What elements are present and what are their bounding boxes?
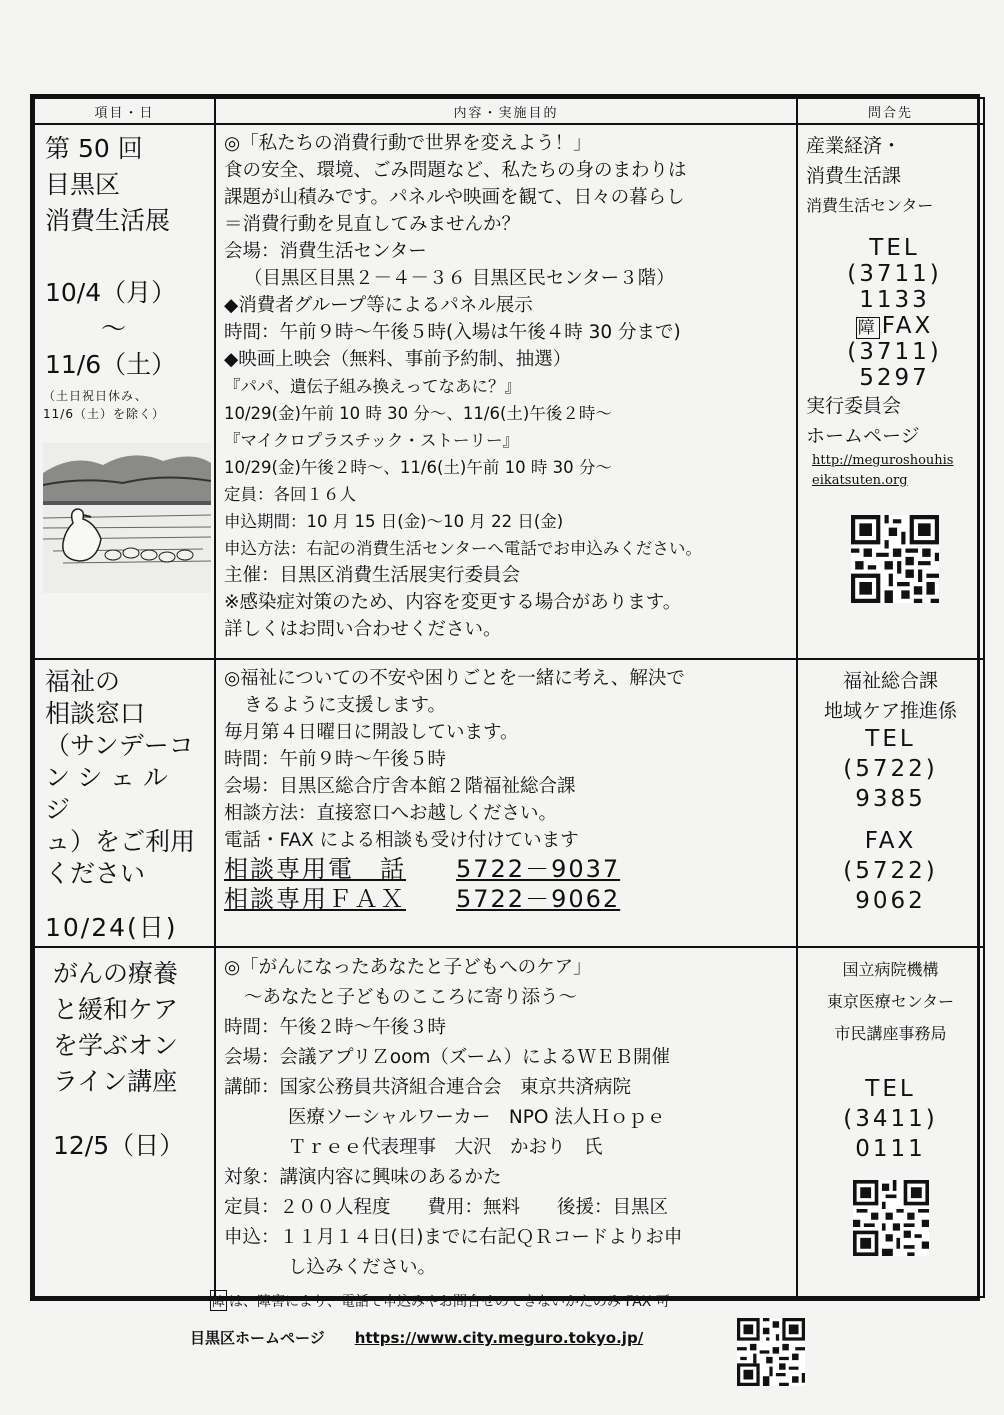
title-line: 相談窓口 xyxy=(45,699,146,728)
table-row xyxy=(34,947,984,1297)
contact-dept: 市民講座事務局 xyxy=(834,1024,947,1043)
date-separator: ～ xyxy=(101,314,127,343)
title-line: と緩和ケア xyxy=(53,995,179,1024)
header-contact: 問合先 xyxy=(797,98,984,124)
table-row xyxy=(34,659,984,947)
barrier-mark: 障 xyxy=(857,318,878,338)
content-line: 電話・FAX による相談も受け付けています xyxy=(224,830,579,851)
content-line: 会場：消費生活センター xyxy=(224,241,427,262)
content-line: 医療ソーシャルワーカー NPO 法人Ｈｏｐｅ xyxy=(288,1107,666,1128)
consult-phone-number: 5722－9037 xyxy=(456,855,621,883)
tel-number: 1133 xyxy=(859,287,930,313)
consult-fax-label: 相談専用ＦＡＸ xyxy=(224,885,406,913)
item-cell xyxy=(34,659,215,947)
table-row xyxy=(34,124,984,659)
content-line: ※感染症対策のため、内容を変更する場合があります。 xyxy=(224,592,682,613)
content-line: 食の安全、環境、ごみ問題など、私たちの身のまわりは xyxy=(224,160,687,181)
content-line: ◎「がんになったあなたと子どもへのケア」 xyxy=(224,957,592,978)
tel-number: 0111 xyxy=(855,1136,926,1162)
content-line: 時間：午後２時～午後３時 xyxy=(224,1017,447,1038)
contact-dept: 産業経済・ xyxy=(806,135,902,157)
contact-dept: 国立病院機構 xyxy=(842,960,939,979)
title-line: 消費生活展 xyxy=(45,206,171,235)
tel-label: TEL xyxy=(865,1076,916,1102)
contact-phone-block xyxy=(806,235,983,391)
title-line: ください xyxy=(45,859,146,888)
event-content xyxy=(216,660,796,914)
event-date: 12/5（日） xyxy=(53,1131,185,1160)
content-line: 定員：２００人程度 費用：無料 後援：目黒区 xyxy=(224,1197,669,1218)
content-line: きるように支援します。 xyxy=(244,695,447,716)
event-title xyxy=(35,660,214,890)
note-line: （土日祝日休み、 xyxy=(43,389,148,403)
content-line: 申込期間：10 月 15 日(金)～10 月 22 日(金) xyxy=(224,512,564,531)
barrier-mark: 障 xyxy=(210,1290,227,1311)
tel-area-code: (5722) xyxy=(843,756,938,782)
content-line: し込みください。 xyxy=(288,1257,437,1278)
contact-dept: 消費生活センター xyxy=(806,196,934,215)
qr-code-icon[interactable] xyxy=(737,1318,805,1386)
homepage-label: 実行委員会 xyxy=(806,395,902,417)
item-cell xyxy=(34,947,215,1297)
content-line: 講師：国家公務員共済組合連合会 東京共済病院 xyxy=(224,1077,632,1098)
content-line: （目黒区目黒２－４－３６ 目黒区民センター３階） xyxy=(244,268,675,289)
contact-info xyxy=(798,660,983,914)
contact-dept: 地域ケア推進係 xyxy=(823,700,957,722)
table-header-row xyxy=(34,98,984,124)
content-line: 時間：午前９時～午後５時 xyxy=(224,749,447,770)
fax-area-code: (3711) xyxy=(847,339,942,365)
homepage-url[interactable]: eikatsuten.org xyxy=(812,473,908,488)
tel-number: 9385 xyxy=(855,786,926,812)
content-line: ＝消費行動を見直してみませんか？ xyxy=(224,214,521,235)
content-cell xyxy=(215,659,797,947)
barrier-footnote xyxy=(210,1290,670,1311)
fax-area-code: (5722) xyxy=(843,858,938,884)
fax-label: FAX xyxy=(881,313,934,339)
contact-dept: 福祉総合課 xyxy=(842,670,938,692)
contact-dept: 消費生活課 xyxy=(806,165,902,187)
title-line: ンシェルジ xyxy=(45,763,176,824)
homepage-label: 目黒区ホームページ xyxy=(190,1329,325,1347)
event-date: 10/24(日) xyxy=(45,913,178,942)
header-content: 内容・実施目的 xyxy=(215,98,797,124)
content-line: ～あなたと子どものこころに寄り添う～ xyxy=(244,987,578,1008)
content-line: 毎月第４日曜日に開設しています。 xyxy=(224,722,519,743)
note-line: 11/6（土）を除く） xyxy=(43,407,165,421)
title-line: を学ぶオン xyxy=(53,1031,179,1060)
content-cell xyxy=(215,947,797,1297)
content-line: 『パパ、遺伝子組み換えってなあに？』 xyxy=(224,377,521,396)
qr-code-icon[interactable] xyxy=(851,515,939,603)
title-line: ライン講座 xyxy=(53,1067,178,1096)
homepage-link[interactable]: https://www.city.meguro.tokyo.jp/ xyxy=(354,1329,644,1347)
consult-phone-line xyxy=(224,854,790,884)
content-line: 時間：午前９時～午後５時(入場は午後４時 30 分まで) xyxy=(224,322,681,343)
content-line: 相談方法：直接窓口へお越しください。 xyxy=(224,803,558,824)
item-cell xyxy=(34,124,215,659)
content-line: ◆消費者グループ等によるパネル展示 xyxy=(224,295,533,316)
contact-cell xyxy=(797,124,984,659)
tel-area-code: (3411) xyxy=(843,1106,938,1132)
qr-code-icon[interactable] xyxy=(853,1180,929,1256)
content-line: ◎福祉についての不安や困りごとを一緒に考え、解決で xyxy=(224,668,685,689)
content-line: 詳しくはお問い合わせください。 xyxy=(224,619,502,640)
content-cell xyxy=(215,124,797,659)
contact-cell xyxy=(797,659,984,947)
event-content xyxy=(216,125,796,643)
event-date xyxy=(35,275,214,383)
content-line: 定員：各回１６人 xyxy=(224,485,356,504)
fax-label: FAX xyxy=(864,828,917,854)
contact-dept: 東京医療センター xyxy=(826,992,955,1011)
contact-info xyxy=(798,125,983,603)
content-line: 対象：講演内容に興味のあるかた xyxy=(224,1167,502,1188)
title-line: 目黒区 xyxy=(45,170,121,199)
tel-area-code: (3711) xyxy=(847,261,942,287)
content-line: 10/29(金)午前 10 時 30 分～、11/6(土)午後２時～ xyxy=(224,404,612,423)
title-line: がんの療養 xyxy=(53,959,179,988)
date-from: 10/4（月） xyxy=(45,278,177,307)
content-line: 主催：目黒区消費生活展実行委員会 xyxy=(224,565,521,586)
title-line: （サンデーコ xyxy=(45,731,194,760)
content-line: 申込：１１月１４日(日)までに右記ＱＲコードよりお申 xyxy=(224,1227,683,1248)
title-line: 福祉の xyxy=(45,667,121,696)
duck-pond-illustration xyxy=(43,443,211,593)
fax-number: 5297 xyxy=(859,365,930,391)
content-line: 申込方法：右記の消費生活センターへ電話でお申込みください。 xyxy=(224,539,702,558)
closed-days-note xyxy=(35,383,214,427)
content-line: 会場：目黒区総合庁舎本館２階福祉総合課 xyxy=(224,776,576,797)
homepage-label: ホームページ xyxy=(806,425,920,447)
homepage-footer xyxy=(190,1327,643,1348)
content-line: 課題が山積みです。パネルや映画を観て、日々の暮らし xyxy=(224,187,685,208)
tel-label: TEL xyxy=(869,235,920,261)
date-to: 11/6（土） xyxy=(45,350,177,379)
event-title xyxy=(35,125,214,239)
event-title xyxy=(35,948,214,1100)
event-content xyxy=(216,948,796,1283)
consult-fax-line xyxy=(224,884,790,914)
event-table-sheet xyxy=(30,94,980,1301)
content-line: ◎「私たちの消費行動で世界を変えよう！」 xyxy=(224,133,592,154)
content-line: Ｔｒｅｅ代表理事 大沢 かおり 氏 xyxy=(288,1137,603,1158)
content-line: 会場：会議アプリＺoom（ズーム）によるＷＥＢ開催 xyxy=(224,1047,670,1068)
content-line: ◆映画上映会（無料、事前予約制、抽選） xyxy=(224,349,572,370)
title-line: ュ）をご利用 xyxy=(45,827,196,856)
tel-label: TEL xyxy=(865,726,916,752)
fax-line xyxy=(806,313,983,339)
consult-fax-number: 5722－9062 xyxy=(456,885,621,913)
event-table xyxy=(33,97,985,1298)
content-line: 10/29(金)午後２時～、11/6(土)午前 10 時 30 分～ xyxy=(224,458,612,477)
consult-phone-label: 相談専用電 話 xyxy=(224,855,406,883)
barrier-note-text: は、障害により、電話で申込みやお問合せのできないかたのみ FAX 可 xyxy=(229,1294,670,1310)
fax-number: 9062 xyxy=(855,888,926,914)
contact-info xyxy=(798,948,983,1256)
contact-cell xyxy=(797,947,984,1297)
header-item-date: 項目・日 xyxy=(34,98,215,124)
content-line: 『マイクロプラスチック・ストーリー』 xyxy=(224,431,520,450)
homepage-url[interactable]: http://meguroshouhis xyxy=(812,453,954,468)
title-line: 第 50 回 xyxy=(45,134,143,163)
